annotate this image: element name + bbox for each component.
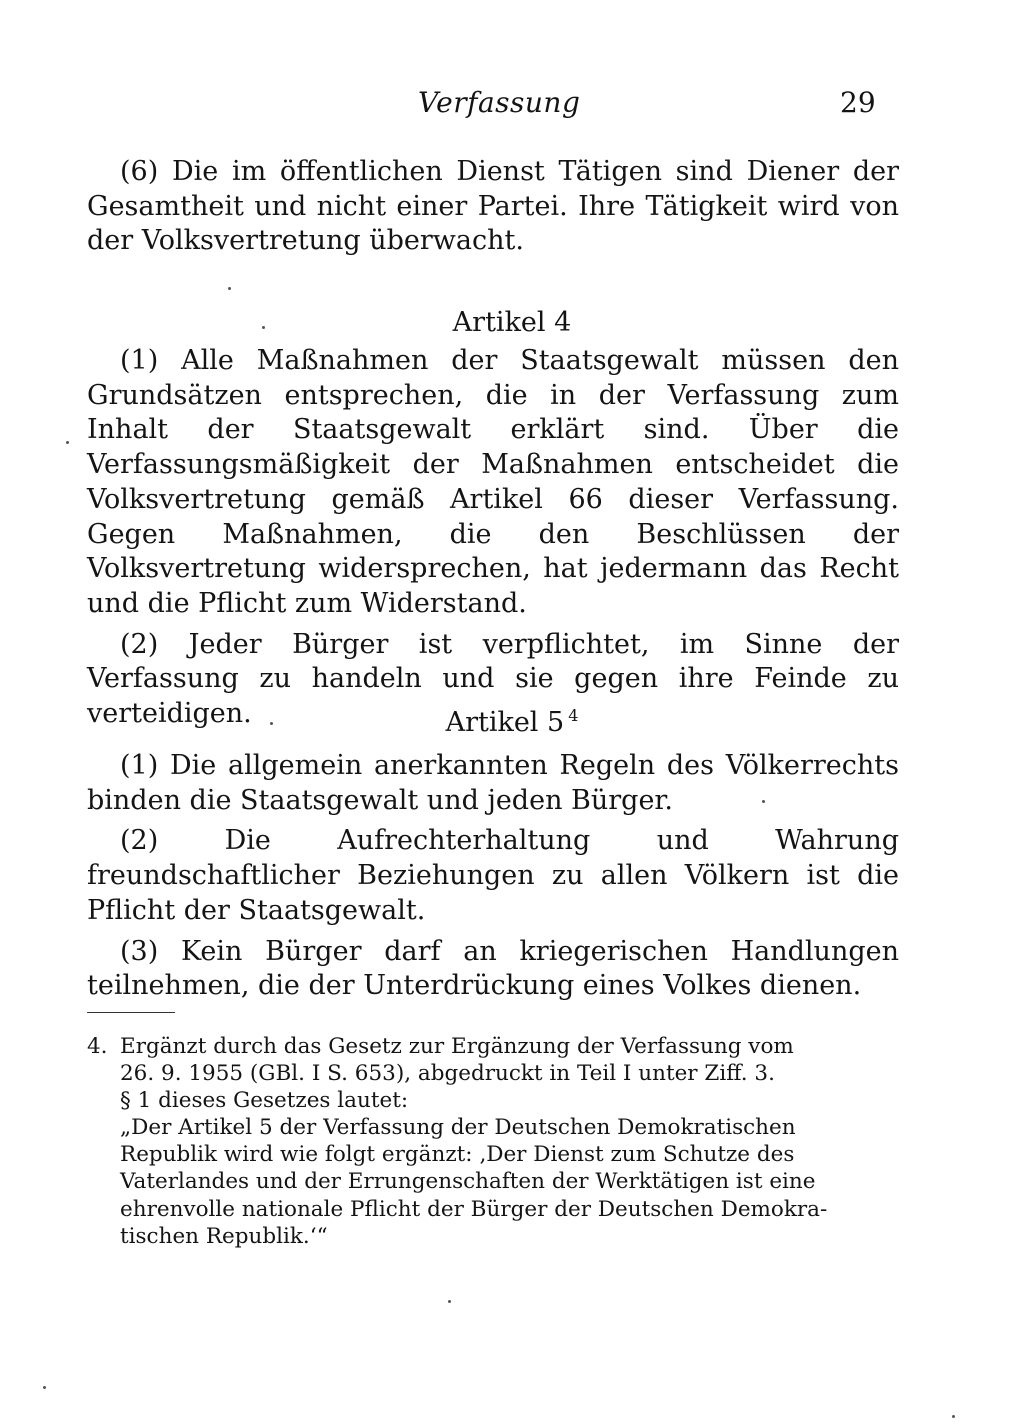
- footnote-line: § 1 dieses Gesetzes lautet:: [120, 1088, 409, 1114]
- footnote-reference: 4: [568, 706, 579, 725]
- footnote-line: 26. 9. 1955 (GBl. I S. 653), abgedruckt in Teil I unter Ziff. 3.: [120, 1061, 775, 1087]
- scan-speck: [448, 1300, 451, 1303]
- running-header: [0, 86, 1024, 126]
- paragraph-6-block: [87, 155, 899, 259]
- artikel-5-title: Artikel 5: [445, 707, 565, 738]
- artikel-4-paragraph-2: (2) Jeder Bürger ist verpflichtet, im Sinne der Verfassung zu handeln und sie gegen ihre Feinde zu verteidigen.: [87, 628, 899, 730]
- page-number: 29: [840, 86, 876, 119]
- artikel-5-heading: [0, 706, 1024, 740]
- artikel-4-title: Artikel 4: [452, 307, 572, 338]
- artikel-4-heading: [0, 306, 1024, 340]
- scan-speck: [228, 287, 231, 290]
- footnote-line: ehrenvolle nationale Pflicht der Bürger der Deutschen Demokra-: [120, 1196, 828, 1222]
- footnote-4: [87, 1033, 907, 1250]
- artikel-5-paragraph-1: (1) Die allgemein anerkannten Regeln des Völkerrechts binden die Staatsgewalt und jeden Bürger.: [87, 750, 899, 816]
- scan-speck: [270, 722, 273, 725]
- artikel-4-body: [87, 344, 899, 732]
- running-title: Verfassung: [418, 86, 581, 119]
- footnote-marker: 4.: [87, 1034, 108, 1059]
- scan-speck: [262, 326, 265, 329]
- scan-speck: [952, 1415, 955, 1418]
- footnote-line: Ergänzt durch das Gesetz zur Ergänzung der Verfassung vom: [120, 1034, 794, 1059]
- artikel-4-paragraph-1: (1) Alle Maßnahmen der Staatsgewalt müssen den Grundsätzen entsprechen, die in der Verfassung zum Inhalt der Staatsgewalt erklärt sind. Über die Verfassungsmäßigkeit der Maßnahmen entscheidet die Volksvertretung gemäß Artikel 66 dieser Verfassung. Gegen Maßnahmen, die den Beschlüssen der Volksvertretung widersprechen, hat jedermann das Recht und die Pflicht zum Widerstand.: [87, 345, 899, 619]
- footnote-line: Republik wird wie folgt ergänzt: ‚Der Dienst zum Schutze des: [120, 1142, 795, 1168]
- footnote-line: Vaterlandes und der Errungenschaften der Werktätigen ist eine: [120, 1169, 816, 1195]
- artikel-5-paragraph-3: (3) Kein Bürger darf an kriegerischen Handlungen teilnehmen, die der Unterdrückung eines Volkes dienen.: [87, 935, 899, 1002]
- footnote-line: tischen Republik.‘“: [120, 1223, 328, 1249]
- paragraph-6: (6) Die im öffentlichen Dienst Tätigen sind Diener der Gesamtheit und nicht einer Partei. Ihre Tätigkeit wird von der Volksvertretung überwacht.: [87, 156, 899, 257]
- footnote-line: „Der Artikel 5 der Verfassung der Deutschen Demokratischen: [120, 1115, 796, 1141]
- scan-speck: [762, 800, 765, 803]
- artikel-5-paragraph-2: (2) Die Aufrechterhaltung und Wahrung freundschaftlicher Beziehungen zu allen Völkern ist die Pflicht der Staatsgewalt.: [87, 825, 899, 926]
- artikel-5-body: [87, 749, 899, 1004]
- scan-speck: [43, 1386, 46, 1389]
- footnote-divider: [87, 1012, 175, 1013]
- scan-speck: [66, 441, 69, 444]
- footnote-body: [120, 1033, 907, 1250]
